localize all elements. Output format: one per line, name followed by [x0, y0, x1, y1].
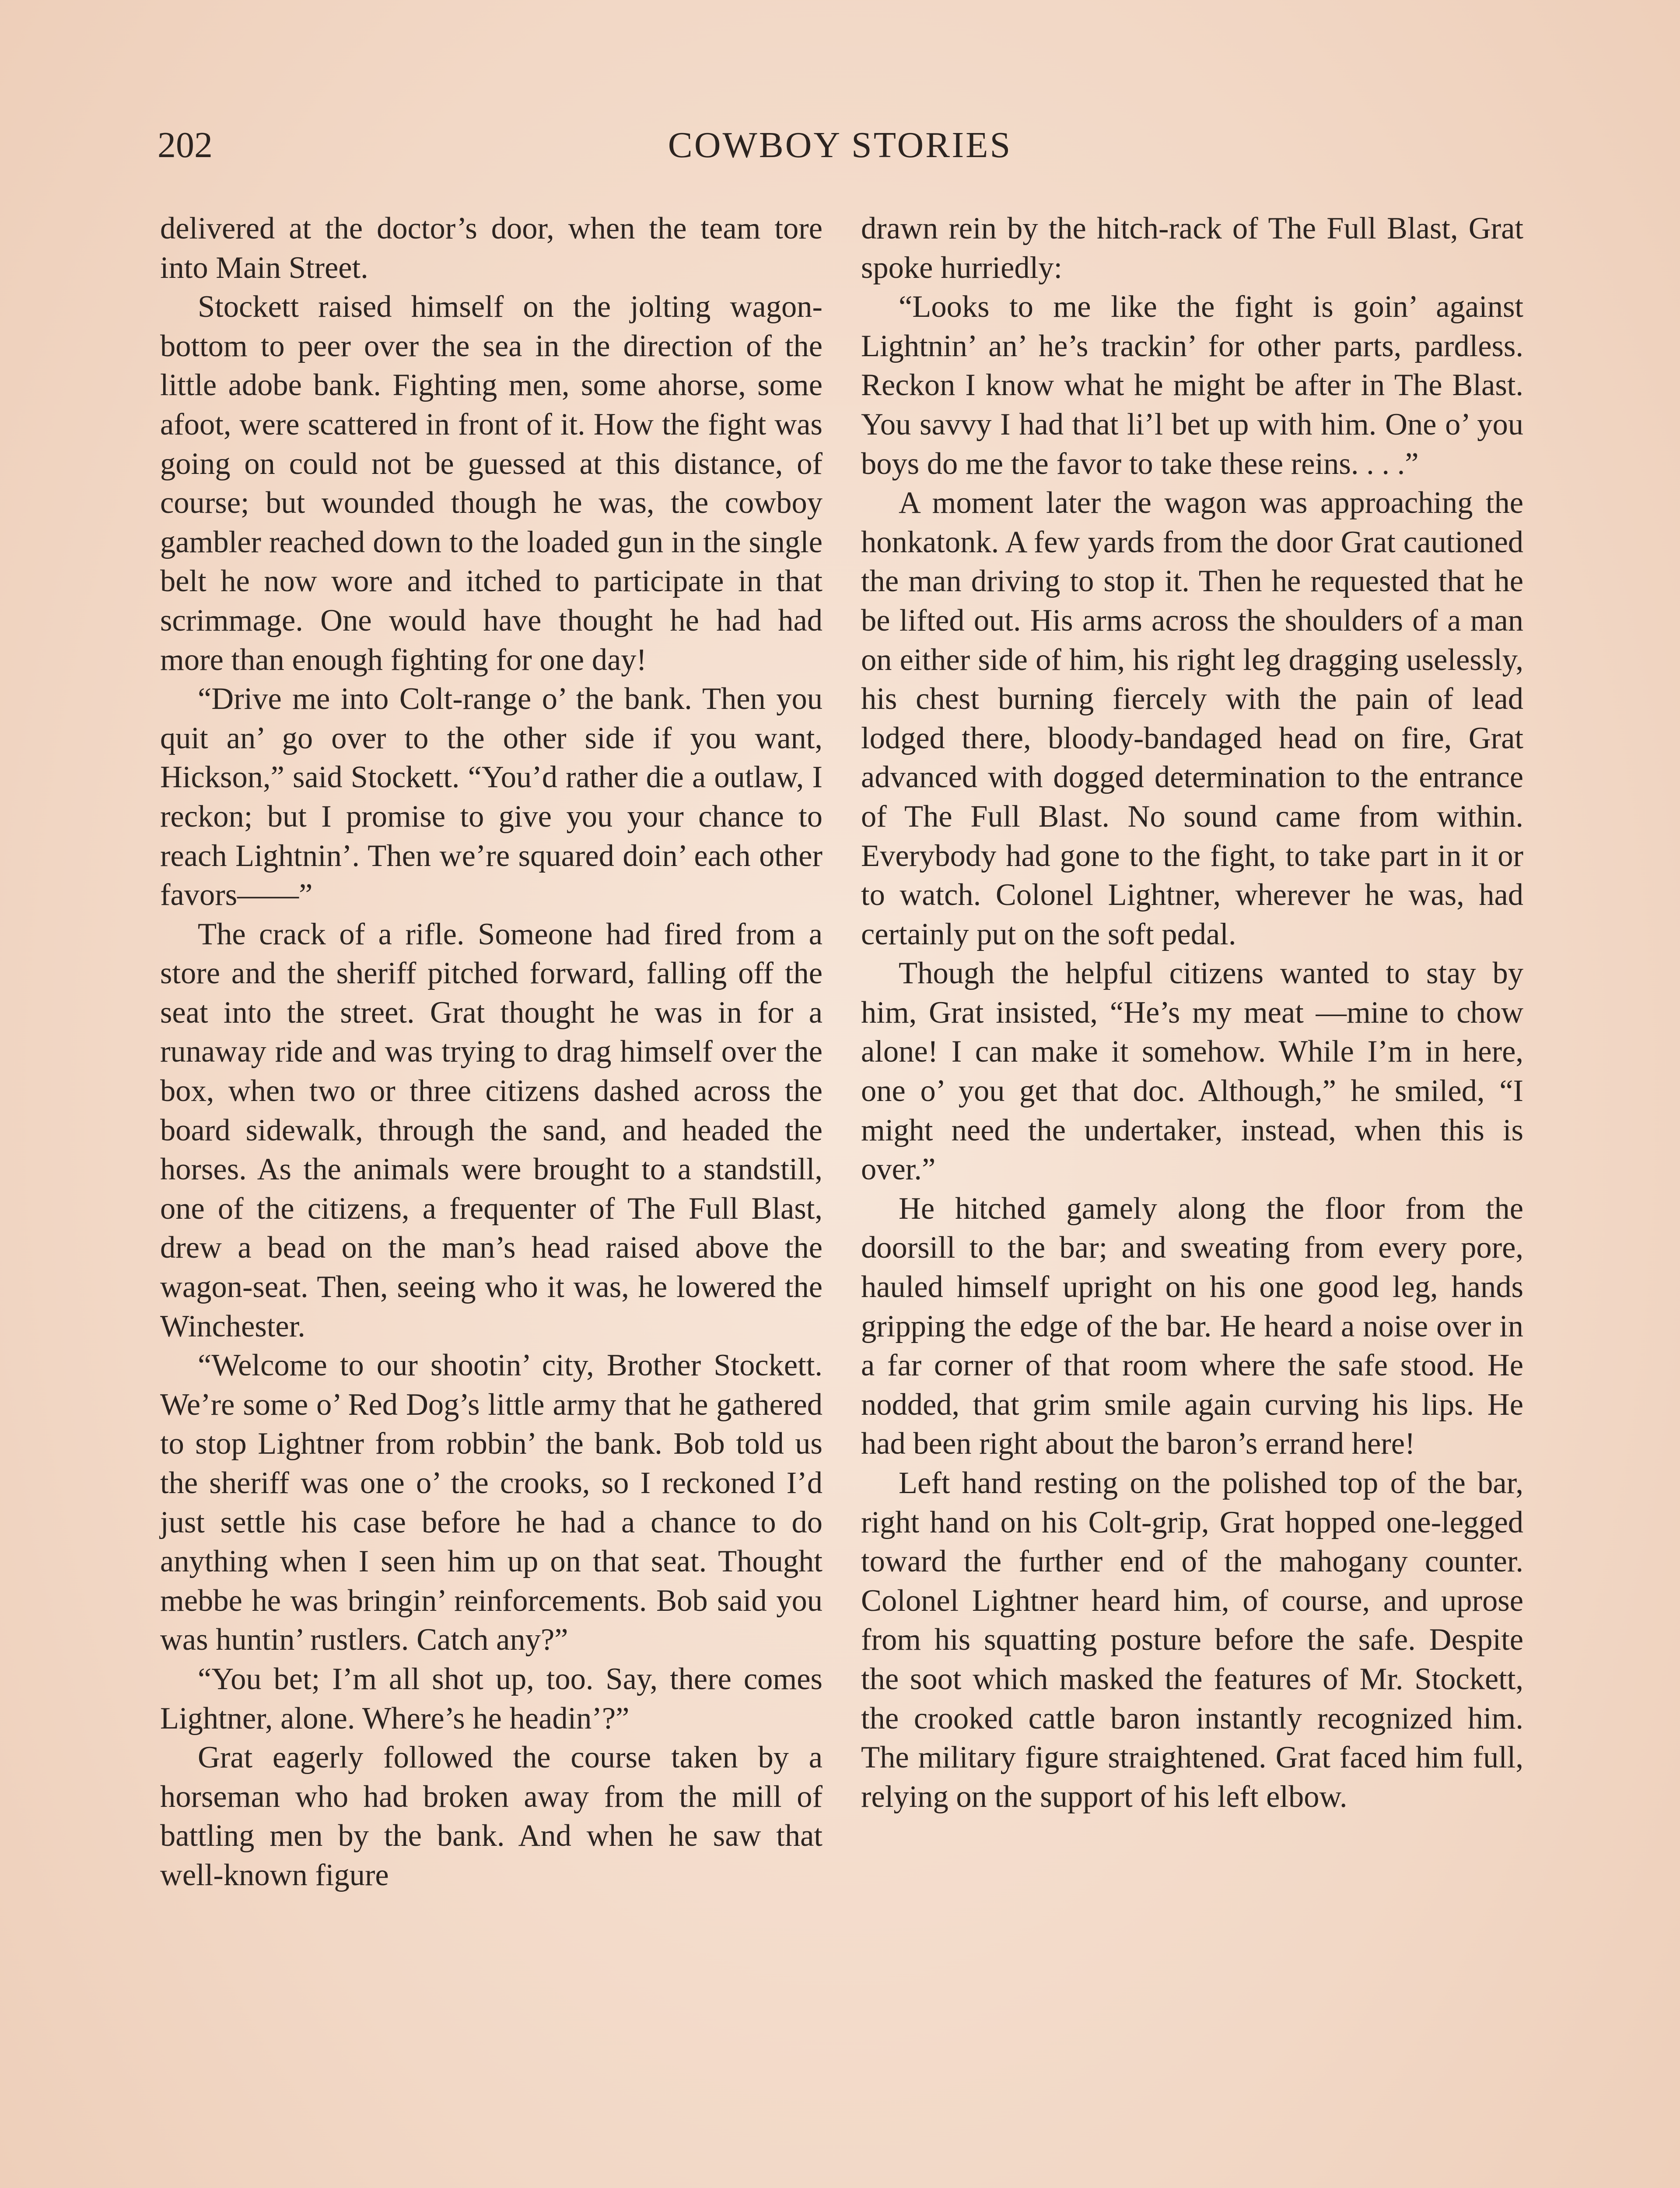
paragraph: Though the helpful citizens wanted to stay by him, Grat insisted, “He’s my meat —mine to chow alone! I can make it somehow. While I’m in here, one o’ you get that doc. Although,” he smiled, “I might need the undertaker, instead, when this is over.”: [861, 956, 1523, 1187]
paragraph: “Drive me into Colt-range o’ the bank. Then you quit an’ go over to the other side if you want, Hickson,” said Stockett. “You’d rather die a outlaw, I reckon; but I promise to give you your chance to reach Lightnin’. Then we’re squared doin’ each other favors——”: [160, 682, 822, 912]
paragraph: “Welcome to our shootin’ city, Brother Stockett. We’re some o’ Red Dog’s little army that he gathered to stop Lightner from robbin’ the bank. Bob told us the sheriff was one o’ the crooks, so I reckoned I’d just settle his case before he had a chance to do anything when I seen him up on that seat. Thought mebbe he was bringin’ reinforcements. Bob said you was huntin’ rustlers. Catch any?”: [160, 1348, 822, 1657]
paragraph: Stockett raised himself on the jolting wagon-bottom to peer over the sea in the direction of the little adobe bank. Fighting men, some ahorse, some afoot, were scattered in front of it. How the fight was going on could not be guessed at this distance, of course; but wounded though he was, the cowboy gambler reached down to the loaded gun in the single belt he now wore and itched to participate in that scrimmage. One would have thought he had had more than enough fighting for one day!: [160, 290, 822, 677]
paragraph: Left hand resting on the polished top of the bar, right hand on his Colt-grip, Grat hopped one-legged toward the further end of the mahogany counter. Colonel Lightner heard him, of course, and uprose from his squatting posture before the safe. Despite the soot which masked the features of Mr. Stockett, the crooked cattle baron instantly recognized him. The military figure straightened. Grat faced him full, relying on the support of his left elbow.: [861, 1466, 1523, 1814]
paragraph: Grat eagerly followed the course taken by a horseman who had broken away from the mill of battling men by the bank. And when he saw that well-known figure: [160, 1740, 822, 1892]
paragraph: “You bet; I’m all shot up, too. Say, there comes Lightner, alone. Where’s he headin’?”: [160, 1662, 822, 1736]
paragraph: drawn rein by the hitch-rack of The Full Blast, Grat spoke hurriedly:: [861, 211, 1523, 285]
paragraph: A moment later the wagon was approaching the honkatonk. A few yards from the door Grat cautioned the man driving to stop it. Then he requested that he be lifted out. His arms across the shoulders of a man on either side of him, his right leg dragging uselessly, his chest burning fiercely with the pain of lead lodged there, bloody-bandaged head on fire, Grat advanced with dogged determination to the entrance of The Full Blast. No sound came from within. Everybody had gone to the fight, to take part in it or to watch. Colonel Lightner, wherever he was, had certainly put on the soft pedal.: [861, 486, 1523, 951]
paragraph: “Looks to me like the fight is goin’ against Lightnin’ an’ he’s trackin’ for other parts, pardless. Reckon I know what he might be after in The Blast. You savvy I had that li’l bet up with him. One o’ you boys do me the favor to take these reins. . . .”: [861, 290, 1523, 481]
paragraph: The crack of a rifle. Someone had fired from a store and the sheriff pitched forward, falling off the seat into the street. Grat thought he was in for a runaway ride and was trying to drag himself over the box, when two or three citizens dashed across the board sidewalk, through the sand, and headed the horses. As the animals were brought to a standstill, one of the citizens, a frequenter of The Full Blast, drew a bead on the man’s head raised above the wagon-seat. Then, seeing who it was, he lowered the Winchester.: [160, 917, 822, 1343]
paragraph: delivered at the doctor’s door, when the team tore into Main Street.: [160, 211, 822, 285]
page-number: 202: [158, 125, 213, 165]
running-head-title: COWBOY STORIES: [668, 125, 1012, 165]
left-text-column: [160, 209, 822, 1895]
right-text-column: [861, 209, 1523, 1816]
paragraph: He hitched gamely along the floor from the doorsill to the bar; and sweating from every pore, hauled himself upright on his one good leg, hands gripping the edge of the bar. He heard a noise over in a far corner of that room where the safe stood. He nodded, that grim smile again curving his lips. He had been right about the baron’s errand here!: [861, 1191, 1523, 1461]
